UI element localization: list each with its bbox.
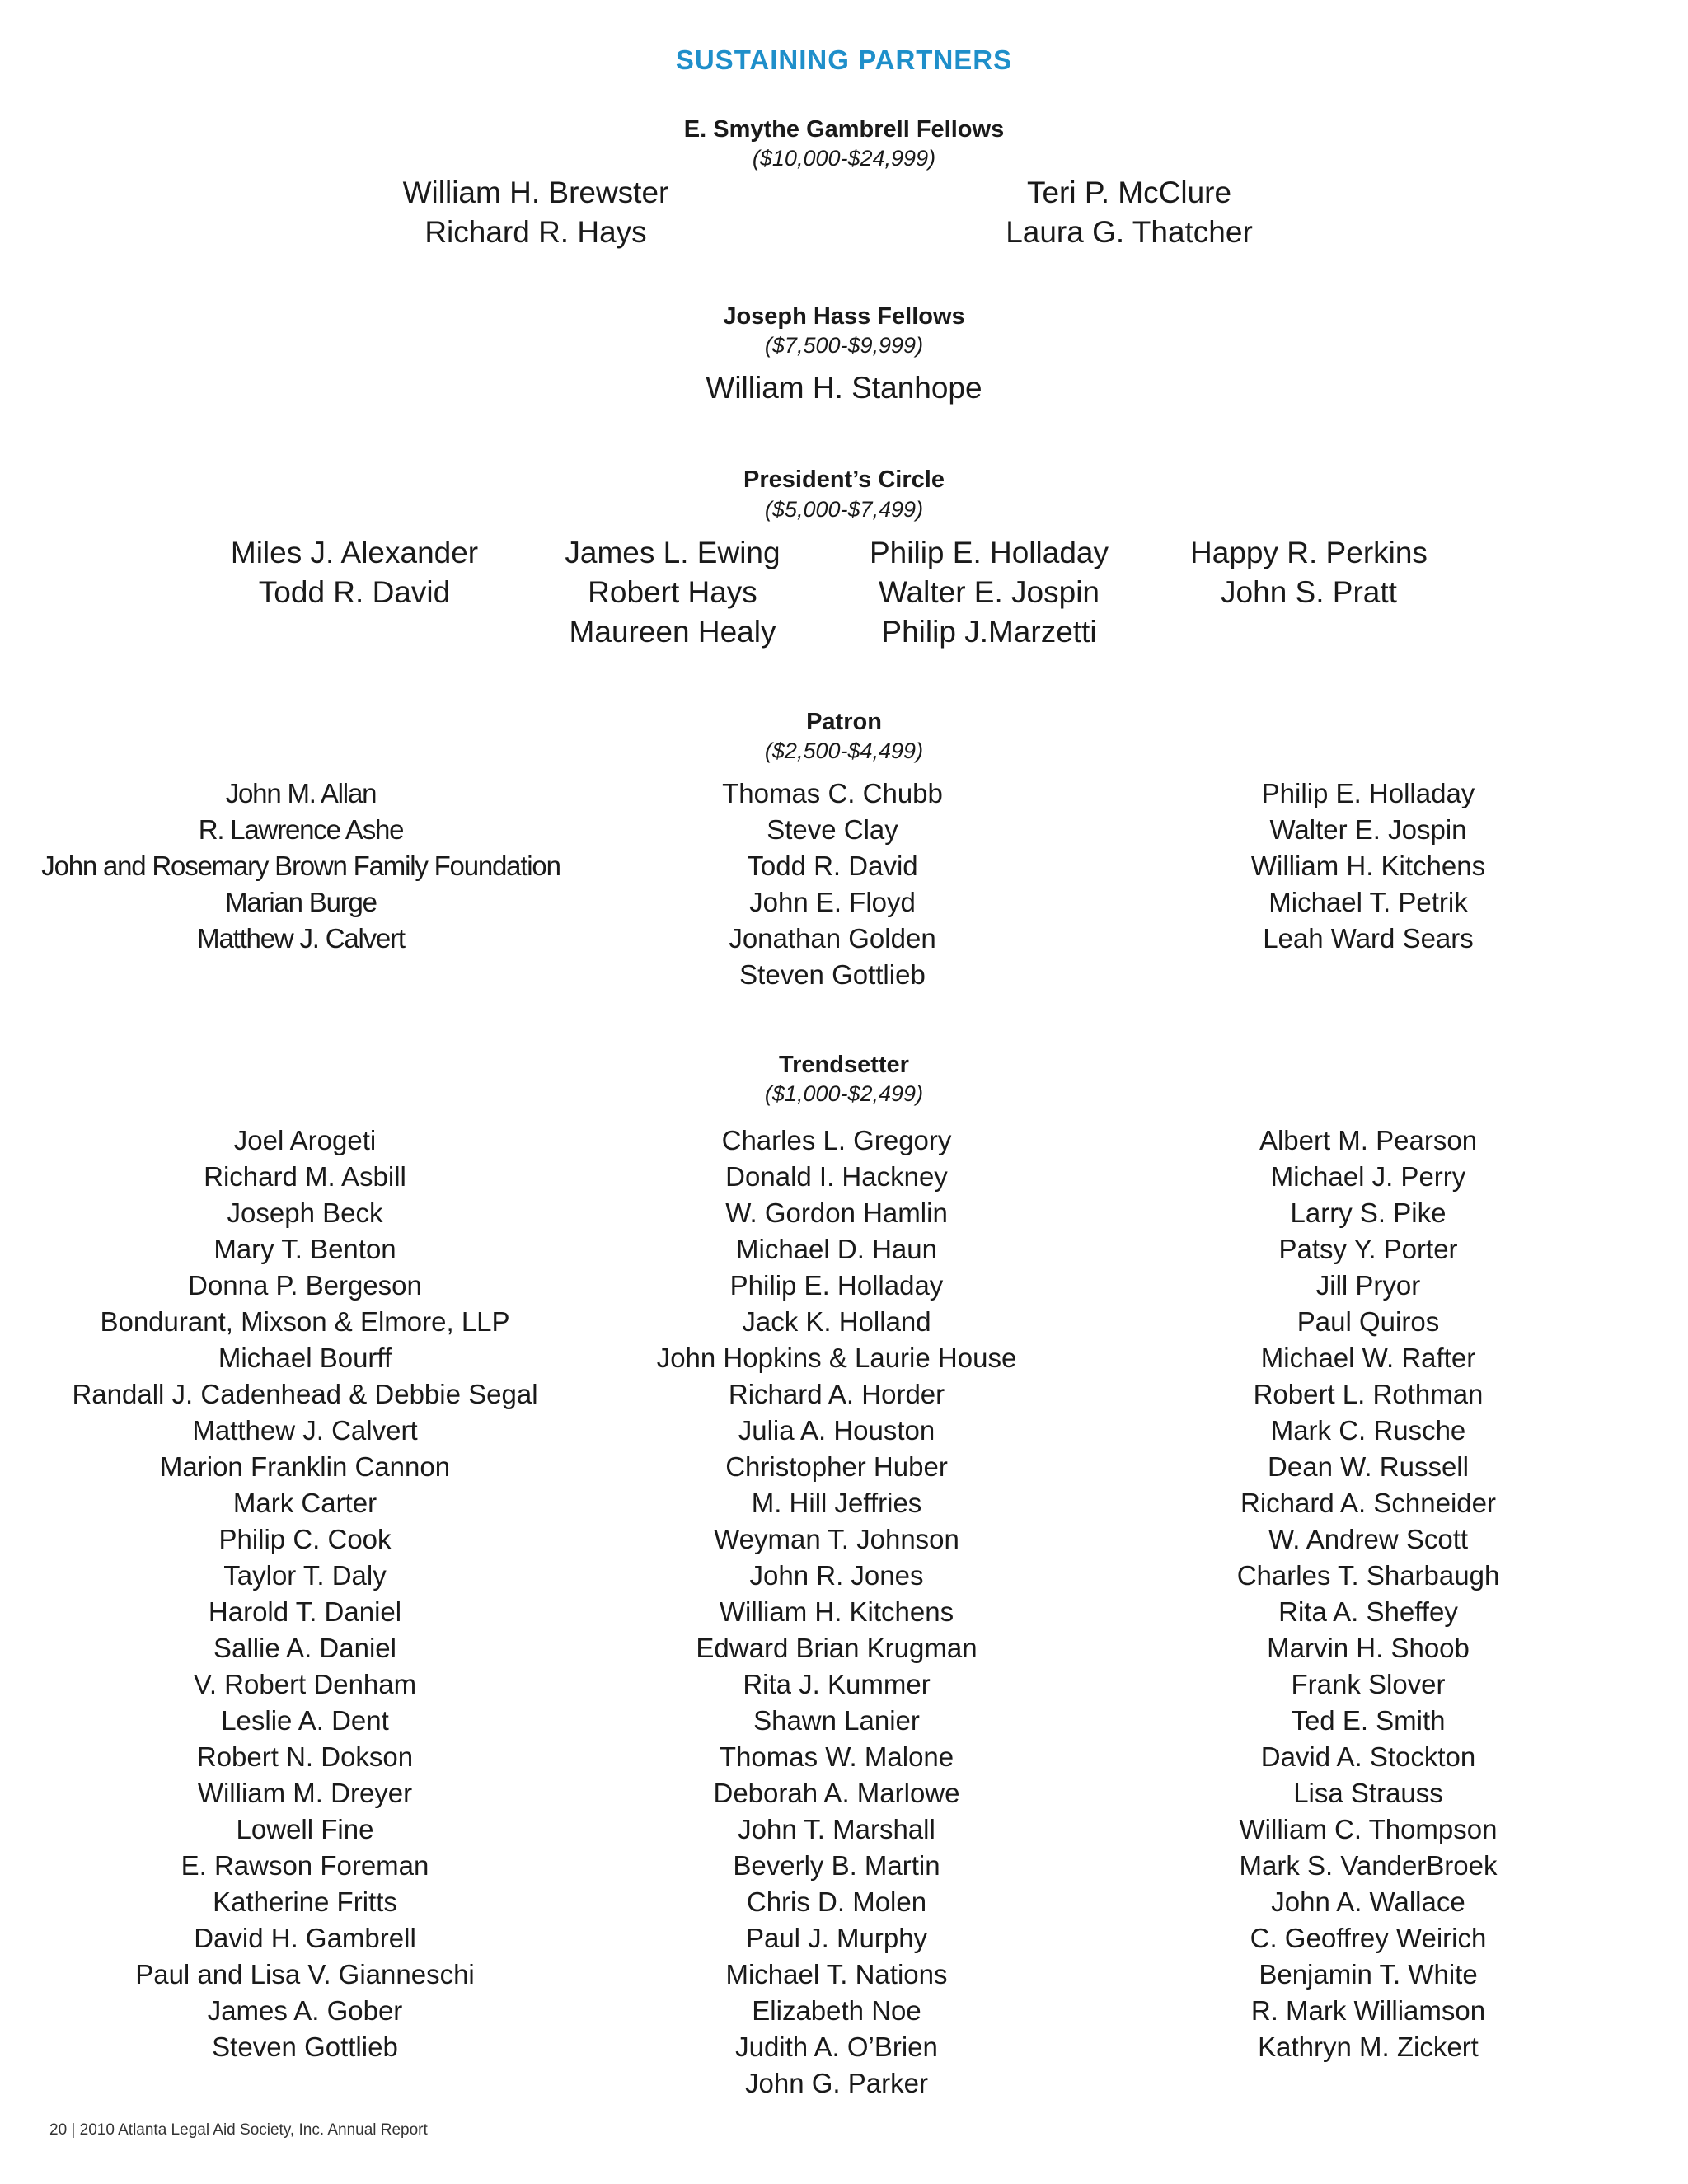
- donor-name: Michael W. Rafter: [1260, 1343, 1476, 1373]
- donor-name: William H. Stanhope: [706, 371, 982, 405]
- donor-name: Jill Pryor: [1315, 1270, 1421, 1301]
- trendsetter-column-1: [49, 1122, 560, 2065]
- donor-name: John A. Wallace: [1271, 1886, 1465, 1917]
- donor-name: Donna P. Bergeson: [188, 1270, 422, 1301]
- donor-name: Happy R. Perkins: [1190, 536, 1428, 569]
- donor-name: Christopher Huber: [725, 1451, 948, 1482]
- donor-name: Paul Quiros: [1296, 1306, 1440, 1337]
- donor-name: John E. Floyd: [749, 887, 916, 917]
- donor-name: Ted E. Smith: [1291, 1705, 1446, 1736]
- donor-name: Edward Brian Krugman: [696, 1633, 978, 1663]
- donor-name: Thomas W. Malone: [719, 1741, 954, 1772]
- donor-name: Julia A. Houston: [738, 1415, 935, 1446]
- donor-name: Matthew J. Calvert: [197, 923, 405, 954]
- donor-name: William H. Kitchens: [719, 1596, 954, 1627]
- donor-name: Chris D. Molen: [746, 1886, 927, 1917]
- donor-name: Dean W. Russell: [1268, 1451, 1469, 1482]
- donor-name: C. Geoffrey Weirich: [1250, 1923, 1487, 1953]
- tier-heading-president: President’s Circle: [743, 466, 945, 493]
- donor-name: John G. Parker: [745, 2068, 928, 2098]
- donor-name: Lowell Fine: [236, 1814, 374, 1844]
- hass-column-1: [638, 368, 1050, 408]
- tier-range-president: ($5,000-$7,499): [764, 497, 924, 522]
- donor-name: Charles L. Gregory: [721, 1125, 952, 1155]
- donor-name: Jonathan Golden: [729, 923, 936, 954]
- donor-name: Harold T. Daniel: [208, 1596, 402, 1627]
- donor-name: Robert Hays: [588, 575, 757, 609]
- donor-name: Philip E. Holladay: [729, 1270, 944, 1301]
- donor-name: John Hopkins & Laurie House: [656, 1343, 1017, 1373]
- page-footer: 20 | 2010 Atlanta Legal Aid Society, Inc. Annual Report: [49, 2121, 428, 2139]
- donor-name: R. Mark Williamson: [1250, 1995, 1486, 2026]
- donor-name: Maureen Healy: [569, 615, 776, 649]
- donor-name: Judith A. O’Brien: [735, 2032, 938, 2062]
- donor-name: David A. Stockton: [1260, 1741, 1476, 1772]
- donor-name: Todd R. David: [258, 575, 451, 609]
- donor-name: David H. Gambrell: [194, 1923, 416, 1953]
- donor-name: John M. Allan: [225, 778, 377, 808]
- donor-name: Leslie A. Dent: [221, 1705, 389, 1736]
- donor-name: Rita J. Kummer: [743, 1669, 931, 1699]
- donor-name: Michael D. Haun: [736, 1234, 937, 1264]
- tier-heading-gambrell: E. Smythe Gambrell Fellows: [683, 116, 1005, 143]
- donor-name: Randall J. Cadenhead & Debbie Segal: [72, 1379, 538, 1409]
- tier-heading-hass: Joseph Hass Fellows: [723, 303, 965, 330]
- donor-name: W. Andrew Scott: [1268, 1524, 1469, 1554]
- donor-name: Paul J. Murphy: [745, 1923, 928, 1953]
- donor-name: Robert N. Dokson: [196, 1741, 414, 1772]
- donor-name: Kathryn M. Zickert: [1258, 2032, 1479, 2062]
- president-column-1: [190, 533, 519, 612]
- president-column-3: [824, 533, 1154, 652]
- donor-name: Charles T. Sharbaugh: [1236, 1560, 1500, 1591]
- donor-name: R. Lawrence Ashe: [198, 814, 404, 845]
- donor-name: William H. Kitchens: [1250, 851, 1486, 881]
- donor-name: Elizabeth Noe: [752, 1995, 921, 2026]
- donor-name: William C. Thompson: [1239, 1814, 1498, 1844]
- donor-name: Shawn Lanier: [753, 1705, 920, 1736]
- donor-name: Miles J. Alexander: [230, 536, 479, 569]
- donor-name: Deborah A. Marlowe: [713, 1778, 960, 1808]
- gambrell-column-1: [330, 173, 742, 252]
- donor-name: Larry S. Pike: [1290, 1197, 1447, 1228]
- donor-name: Todd R. David: [747, 851, 918, 881]
- donor-name: William H. Brewster: [402, 176, 669, 209]
- donor-name: Mark S. VanderBroek: [1239, 1850, 1498, 1881]
- donor-name: Richard M. Asbill: [204, 1161, 406, 1192]
- donor-name: Michael T. Nations: [725, 1959, 948, 1990]
- donor-name: Benjamin T. White: [1259, 1959, 1478, 1990]
- donor-name: Mary T. Benton: [213, 1234, 396, 1264]
- donor-name: Teri P. McClure: [1026, 176, 1232, 209]
- donor-name: Michael J. Perry: [1270, 1161, 1466, 1192]
- donor-name: Marian Burge: [225, 887, 377, 917]
- donor-name: Richard A. Schneider: [1240, 1488, 1496, 1518]
- donor-name: Patsy Y. Porter: [1278, 1234, 1458, 1264]
- donor-name: Marvin H. Shoob: [1267, 1633, 1470, 1663]
- donor-name: V. Robert Denham: [193, 1669, 417, 1699]
- donor-name: James A. Gober: [207, 1995, 403, 2026]
- donor-name: Leah Ward Sears: [1263, 923, 1474, 954]
- donor-name: W. Gordon Hamlin: [725, 1197, 948, 1228]
- donor-name: John T. Marshall: [738, 1814, 935, 1844]
- donor-name: William M. Dreyer: [197, 1778, 413, 1808]
- donor-name: Steven Gottlieb: [739, 959, 926, 990]
- trendsetter-column-3: [1170, 1122, 1566, 2065]
- donor-name: Paul and Lisa V. Gianneschi: [135, 1959, 475, 1990]
- tier-range-gambrell: ($10,000-$24,999): [752, 146, 936, 171]
- donor-name: Joel Arogeti: [233, 1125, 377, 1155]
- donor-name: Richard R. Hays: [424, 215, 647, 249]
- donor-name: Laura G. Thatcher: [1006, 215, 1253, 249]
- donor-name: Matthew J. Calvert: [192, 1415, 418, 1446]
- donor-name: Donald I. Hackney: [725, 1161, 948, 1192]
- donor-name: Beverly B. Martin: [733, 1850, 940, 1881]
- donor-name: Richard A. Horder: [728, 1379, 945, 1409]
- donor-name: Walter E. Jospin: [1269, 814, 1467, 845]
- tier-range-hass: ($7,500-$9,999): [764, 333, 924, 358]
- president-column-2: [508, 533, 837, 652]
- donor-name: Taylor T. Daly: [223, 1560, 387, 1591]
- donor-name: Bondurant, Mixson & Elmore, LLP: [100, 1306, 510, 1337]
- donor-name: Thomas C. Chubb: [722, 778, 943, 808]
- donor-name: John and Rosemary Brown Family Foundation: [41, 851, 560, 881]
- donor-name: Philip E. Holladay: [870, 536, 1109, 569]
- president-column-4: [1144, 533, 1474, 612]
- patron-column-3: [1203, 776, 1533, 957]
- donor-name: James L. Ewing: [565, 536, 781, 569]
- donor-name: Mark C. Rusche: [1270, 1415, 1466, 1446]
- donor-name: Michael Bourff: [218, 1343, 392, 1373]
- donor-name: Katherine Fritts: [213, 1886, 397, 1917]
- tier-range-patron: ($2,500-$4,499): [764, 738, 924, 763]
- donor-name: Jack K. Holland: [742, 1306, 931, 1337]
- gambrell-column-2: [923, 173, 1335, 252]
- patron-column-1: [25, 776, 577, 957]
- donor-name: John R. Jones: [749, 1560, 924, 1591]
- trendsetter-column-2: [626, 1122, 1047, 2102]
- donor-name: Lisa Strauss: [1293, 1778, 1443, 1808]
- tier-heading-patron: Patron: [806, 709, 882, 735]
- donor-name: Philip C. Cook: [218, 1524, 392, 1554]
- donor-name: E. Rawson Foreman: [181, 1850, 429, 1881]
- donor-name: Robert L. Rothman: [1253, 1379, 1484, 1409]
- donor-name: Mark Carter: [232, 1488, 377, 1518]
- page-title: SUSTAINING PARTNERS: [675, 45, 1013, 75]
- patron-column-2: [668, 776, 997, 993]
- donor-name: Frank Slover: [1291, 1669, 1446, 1699]
- donor-name: Weyman T. Johnson: [714, 1524, 959, 1554]
- donor-name: Marion Franklin Cannon: [159, 1451, 451, 1482]
- donor-name: M. Hill Jeffries: [751, 1488, 922, 1518]
- donor-name: John S. Pratt: [1221, 575, 1397, 609]
- donor-name: Steven Gottlieb: [212, 2032, 398, 2062]
- tier-range-trendsetter: ($1,000-$2,499): [764, 1081, 924, 1106]
- donor-name: Walter E. Jospin: [879, 575, 1100, 609]
- donor-name: Albert M. Pearson: [1259, 1125, 1478, 1155]
- tier-heading-trendsetter: Trendsetter: [779, 1052, 909, 1078]
- donor-name: Philip E. Holladay: [1261, 778, 1475, 808]
- donor-name: Michael T. Petrik: [1268, 887, 1468, 917]
- donor-name: Rita A. Sheffey: [1278, 1596, 1458, 1627]
- donor-name: Sallie A. Daniel: [213, 1633, 396, 1663]
- donor-name: Joseph Beck: [227, 1197, 383, 1228]
- donor-name: Steve Clay: [767, 814, 898, 845]
- donor-name: Philip J.Marzetti: [881, 615, 1097, 649]
